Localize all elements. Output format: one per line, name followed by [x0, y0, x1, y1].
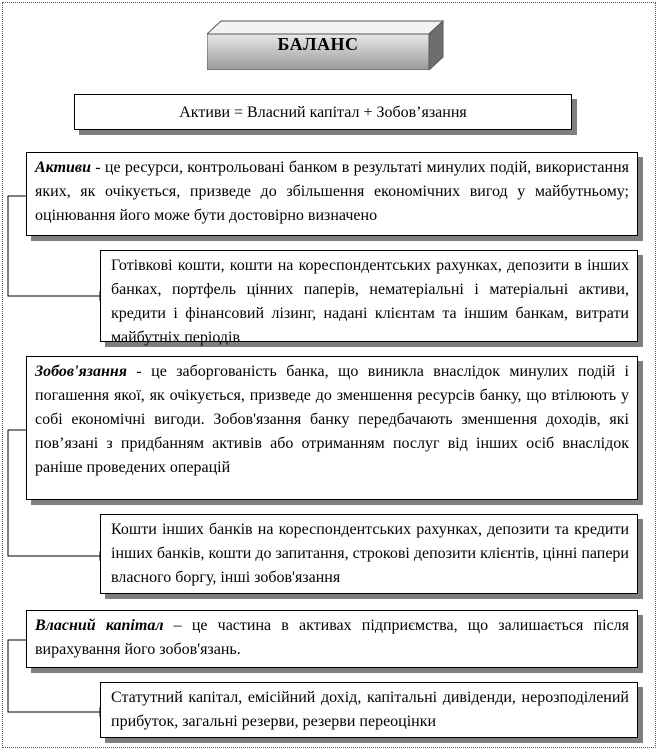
- liabilities-definition-box: [26, 356, 638, 500]
- equity-term: Власний капітал: [35, 617, 164, 634]
- assets-examples: Готівкові кошти, кошти на кореспондентських рахунках, депозити в інших банках, портфель цінних паперів, нематеріальні і матеріальні активи, кредити і фінансовий лізинг, надані клієнтам та іншим банкам, витрати майбутніх періодів: [111, 257, 629, 346]
- liabilities-term: Зобов'язання: [35, 363, 127, 380]
- assets-term: Активи: [35, 159, 91, 176]
- balance-formula-box: [74, 94, 572, 130]
- liabilities-examples-box: [100, 514, 638, 594]
- assets-examples-box: [100, 250, 638, 346]
- equity-definition-box: [26, 610, 638, 668]
- assets-definition-box: [26, 152, 638, 236]
- liabilities-definition: - це заборгованість банка, що виникла внаслідок минулих подій і погашення якої, як очікується, призведе до зменшення ресурсів банку, що втілюють у собі економічні вигоди. Зобов'язання банку передбачають зменшення доходів, які пов’язані з придбанням активів або отриманням послуг від інших осіб внаслідок раніше проведених операцій: [35, 363, 629, 476]
- page-title: БАЛАНС: [277, 34, 359, 54]
- equity-examples-box: [100, 682, 638, 738]
- equity-definition: – це частина в активах підприємства, що залишається після вирахування його зобов'язань.: [35, 617, 630, 658]
- liabilities-examples: Кошти інших банків на кореспондентських рахунках, депозити та кредити інших банків, кошти до запитання, строкові депозити клієнтів, цінні папери власного боргу, інші зобов'язання: [111, 521, 629, 586]
- balance-title-block: [207, 20, 447, 70]
- equity-examples: Статутний капітал, емісійний дохід, капітальні дивіденди, нерозподілений прибуток, загальні резерви, резерви переоцінки: [111, 689, 629, 730]
- balance-formula: Активи = Власний капітал + Зобов’язання: [179, 104, 467, 121]
- assets-definition: - це ресурси, контрольовані банком в результаті минулих подій, використання яких, як очікується, призведе до збільшення економічних вигод у майбутньому; оцінювання його може бути достовірно визначено: [35, 159, 629, 224]
